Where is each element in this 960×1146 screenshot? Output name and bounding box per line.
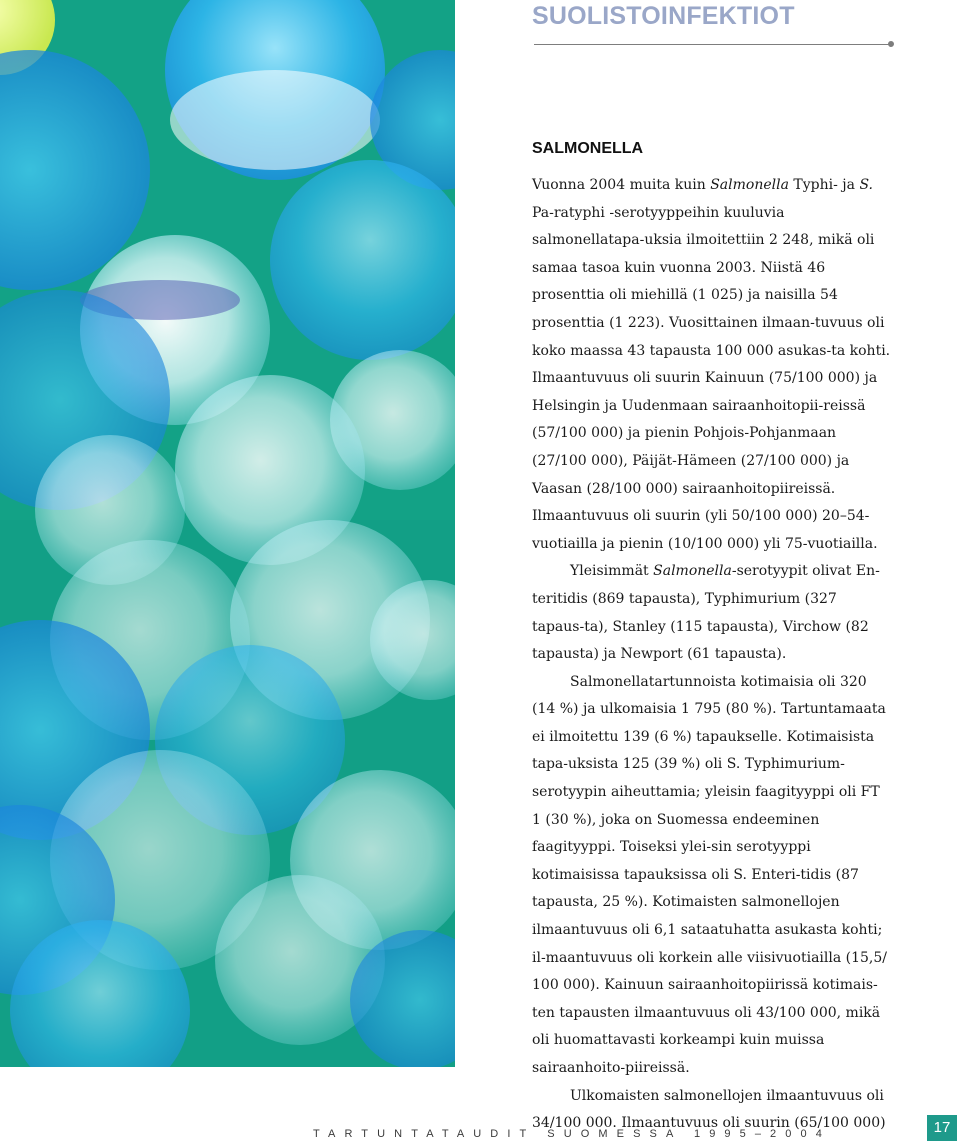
paragraph-3 bbox=[532, 669, 892, 1083]
page-number-badge: 17 bbox=[927, 1115, 957, 1141]
paragraph-1-italic-s: S. bbox=[859, 177, 873, 193]
paragraph-2-italic-salmonella: Salmonella bbox=[653, 563, 732, 580]
article-heading: SALMONELLA bbox=[532, 140, 644, 157]
paragraph-1-text-b: Typhi- ja bbox=[788, 177, 860, 193]
paragraph-2 bbox=[532, 558, 892, 668]
bubble-image bbox=[0, 0, 455, 1067]
paragraph-3-text: Salmonellatartunnoista kotimaisia oli 320 (14 %) ja ulkomaisia 1 795 (80 %). Tartuntamaata ei ilmoitettu 139 (6 %) tapaukselle. Kotimaisista tapa-uksista 125 (39 %) oli S. Typhimurium-serotyypin aiheuttamia; yleisin faagityyppi oli FT 1 (30 %), joka on Suomessa endeeminen faagityyppi. Toiseksi ylei-sin serotyyppi kotimaisissa tapauksissa oli S. Enteri-tidis (87 tapausta, 25 %). Kotimaisten salmonellojen ilmaantuvuus oli 6,1 sataatuhatta asukasta kohti; il-maantuvuus oli korkein alle viisivuotiailla (15,5/ 100 000). Kainuun sairaanhoitopiirissä kotimais-ten tapausten ilmaantuvuus oli 43/100 000, mikä oli huomattavasti korkeampi kuin muissa sairaanhoito-piireissä. bbox=[532, 673, 887, 1076]
paragraph-1 bbox=[532, 172, 892, 558]
cover-photo-bubbles bbox=[0, 0, 455, 1067]
footer-publication-title: TARTUNTATAUDIT SUOMESSA 1995–2004 bbox=[313, 1128, 831, 1140]
paragraph-1-text-a: Vuonna 2004 muita kuin bbox=[532, 177, 711, 193]
paragraph-2-text-a: Yleisimmät bbox=[570, 563, 654, 580]
section-header bbox=[532, 0, 932, 30]
paragraph-2-text-b: -serotyypit olivat En-teritidis (869 tapausta), Typhimurium (327 tapaus-ta), Stanley (115 tapausta), Virchow (82 tapausta) ja Newport (61 tapausta). bbox=[532, 563, 880, 663]
paragraph-1-italic-salmonella: Salmonella bbox=[710, 177, 789, 193]
paragraph-1-text-c: Pa-ratyphi -serotyyppeihin kuuluvia salmonellatapa-uksia ilmoitettiin 2 248, mikä oli samaa tasoa kuin vuonna 2003. Niistä 46 prosenttia oli miehillä (1 025) ja naisilla 54 prosenttia (1 223). Vuosittainen ilmaan-tuvuus oli koko maassa 43 tapausta 100 000 asukas-ta kohti. Ilmaantuvuus oli suurin Kainuun (75/100 000) ja Helsingin ja Uudenmaan sairaanhoitopii-reissä (57/100 000) ja pienin Pohjois-Pohjanmaan (27/100 000), Päijät-Hämeen (27/100 000) ja Vaasan (28/100 000) sairaanhoitopiireissä. Ilmaantuvuus oli suurin (yli 50/100 000) 20–54-vuotiailla ja pienin (10/100 000) yli 75-vuotiailla. bbox=[532, 204, 891, 552]
paragraph-4-text: Ulkomaisten salmonellojen ilmaantuvuus oli 34/100 000. Ilmaantuvuus oli suurin (65/100 000) bbox=[532, 1087, 886, 1132]
header-rule-dot bbox=[888, 41, 894, 47]
section-title: SUOLISTOINFEKTIOT bbox=[532, 2, 795, 30]
article-body bbox=[532, 138, 892, 1138]
header-rule bbox=[534, 44, 890, 45]
